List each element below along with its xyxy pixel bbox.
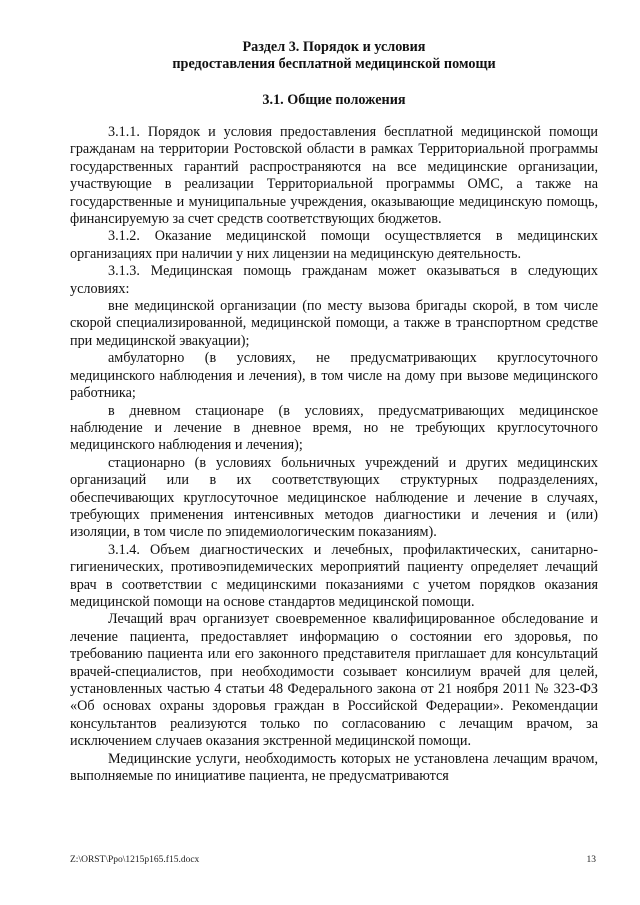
- paragraph-3-1-3: 3.1.3. Медицинская помощь гражданам может оказываться в следующих условиях:: [70, 263, 598, 297]
- condition-day-hospital: в дневном стационаре (в условиях, предусматривающих медицинское наблюдение и лечение в дневное время, но не требующих круглосуточного медицинского наблюдения и лечения);: [70, 402, 598, 454]
- paragraph-medical-services: Медицинские услуги, необходимость которых не установлена лечащим врачом, выполняемые по инициативе пациента, не предусматриваются: [70, 750, 598, 785]
- condition-outside-organization: вне медицинской организации (по месту вызова бригады скорой, в том числе скорой специализированной, медицинской помощи, а также в транспортном средстве при медицинской эвакуации);: [70, 298, 598, 349]
- section-title: Раздел 3. Порядок и условия: [242, 39, 426, 55]
- document-body: [70, 124, 598, 785]
- section-subtitle: предоставления бесплатной медицинской помощи: [172, 56, 496, 72]
- condition-outpatient: амбулаторно (в условиях, не предусматривающих круглосуточного медицинского наблюдения и лечения), в том числе на дому при вызове медицинского работника;: [70, 350, 598, 402]
- paragraph-attending-physician: Лечащий врач организует своевременное квалифицированное обследование и лечение пациента, предоставляет информацию о состоянии его здоровья, по требованию пациента или его законного представителя приглашает для консультаций врачей-специалистов, при необходимости созывает консилиум врачей для целей, установленных частью 4 статьи 48 Федерального закона от 21 ноября 2011 № 323-ФЗ «Об основах охраны здоровья граждан в Российской Федерации». Рекомендации консультантов реализуются только по согласованию с лечащим врачом, за исключением случаев оказания экстренной медицинской помощи.: [70, 611, 598, 750]
- condition-inpatient: стационарно (в условиях больничных учреждений и других медицинских организаций или в их соответствующих структурных подразделениях, обеспечивающих круглосуточное медицинское наблюдение и лечение в случаях, требующих применения интенсивных методов диагностики и лечения и (или) изоляции, в том числе по эпидемиологическим показаниям).: [70, 454, 598, 541]
- page-number: 13: [586, 855, 596, 865]
- subsection-title: 3.1. Общие положения: [262, 92, 406, 108]
- footer-file-path: Z:\ORST\Ppo\1215p165.f15.docx: [70, 855, 200, 865]
- paragraph-3-1-1: 3.1.1. Порядок и условия предоставления бесплатной медицинской помощи гражданам на территории Ростовской области в рамках Территориальной программы государственных гарантий распространяются на все медицинские организации, участвующие в реализации Территориальной программы ОМС, а также на государственные и муниципальные учреждения, оказывающие медицинскую помощь, финансируемую за счет средств соответствующих бюджетов.: [70, 124, 598, 228]
- paragraph-3-1-2: 3.1.2. Оказание медицинской помощи осуществляется в медицинских организациях при наличии у них лицензии на медицинскую деятельность.: [70, 228, 598, 262]
- paragraph-3-1-4: 3.1.4. Объем диагностических и лечебных, профилактических, санитарно-гигиенических, противоэпидемических мероприятий пациенту определяет лечащий врач в соответствии с медицинскими показаниями с учетом порядков оказания медицинской помощи на основе стандартов медицинской помощи.: [70, 541, 598, 610]
